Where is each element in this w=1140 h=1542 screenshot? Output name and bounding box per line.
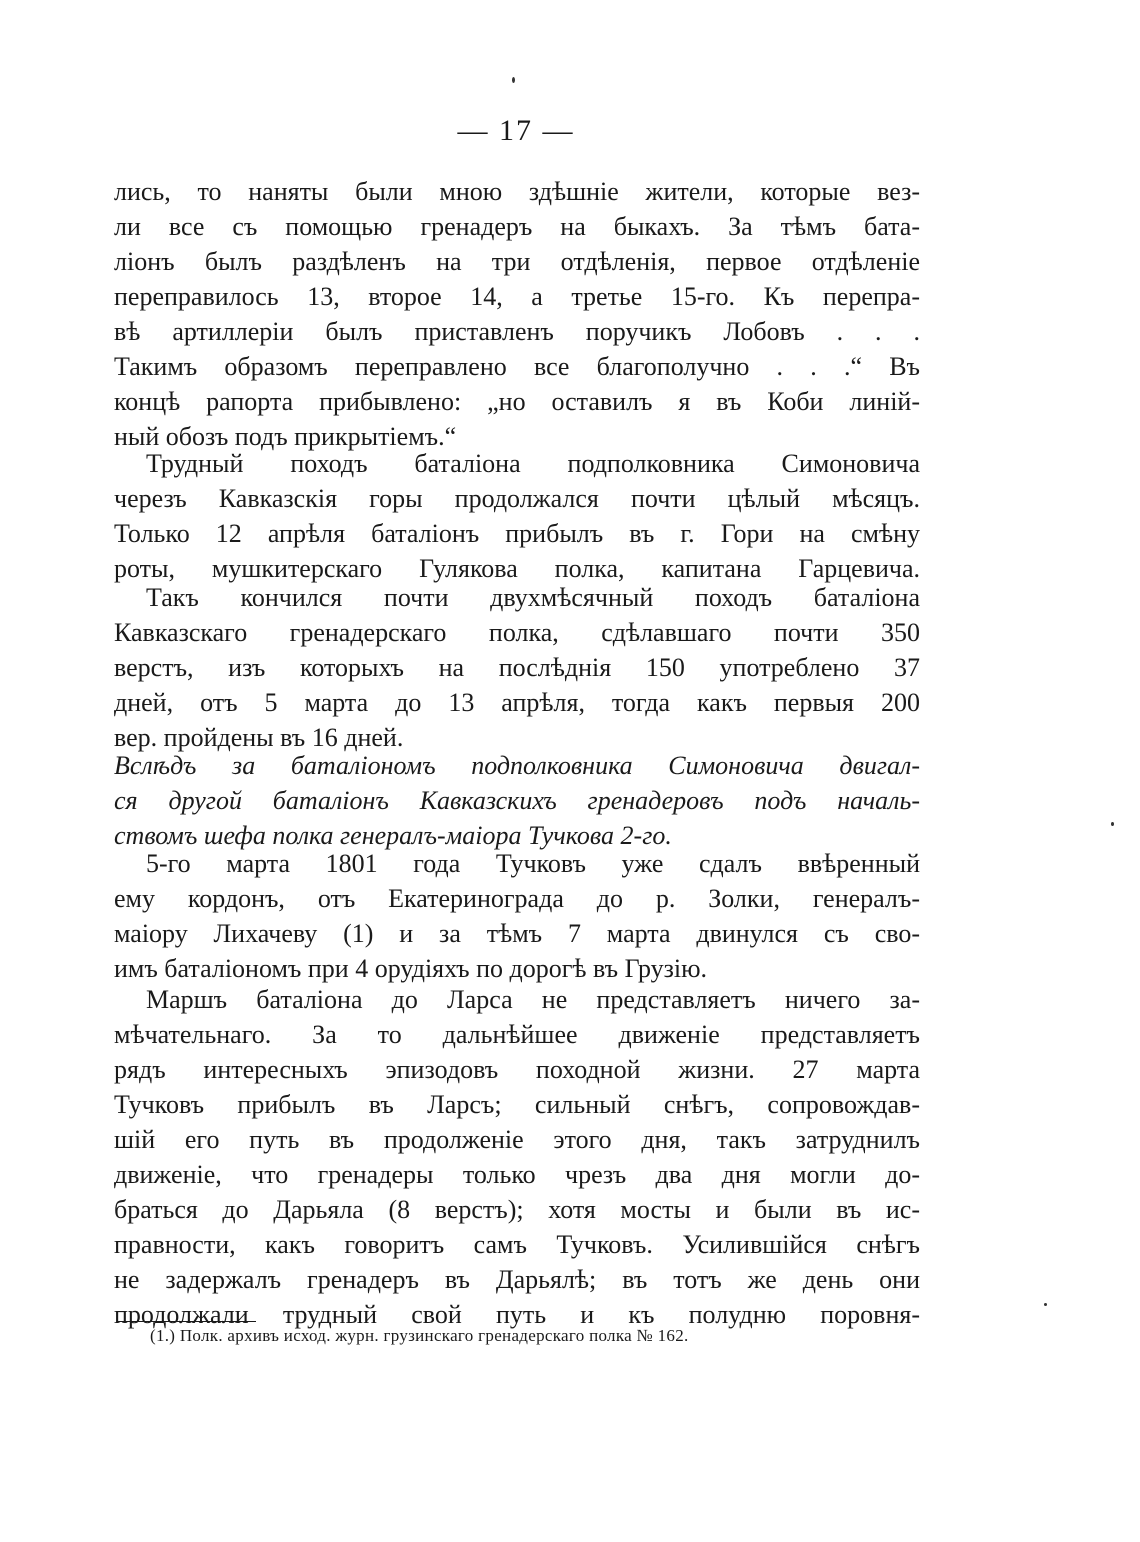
text-line: не задержалъ гренадеръ въ Дарьялѣ; въ тотъ же день они bbox=[114, 1265, 920, 1294]
print-speck bbox=[1044, 1303, 1047, 1306]
text-line: ліонъ былъ раздѣленъ на три отдѣленія, первое отдѣленіе bbox=[114, 247, 920, 276]
text-line: ся другой баталіонъ Кавказскихъ гренадеровъ подъ началь- bbox=[114, 786, 920, 815]
text-line: вѣ артиллеріи былъ приставленъ поручикъ Лобовъ . . . bbox=[114, 317, 920, 346]
text-line: браться до Дарьяла (8 верстъ); хотя мосты и были въ ис- bbox=[114, 1195, 920, 1224]
text-line: переправилось 13, второе 14, а третье 15-го. Къ перепра- bbox=[114, 282, 920, 311]
text-line: роты, мушкитерскаго Гулякова полка, капитана Гарцевича. bbox=[114, 554, 920, 583]
text-line: Только 12 апрѣля баталіонъ прибылъ въ г. Гори на смѣну bbox=[114, 519, 920, 548]
text-line: маіору Лихачеву (1) и за тѣмъ 7 марта двинулся съ сво- bbox=[114, 919, 920, 948]
text-line: имъ баталіономъ при 4 орудіяхъ по дорогѣ въ Грузію. bbox=[114, 954, 708, 983]
text-line: ствомъ шефа полка генералъ-маіора Тучкова 2-го. bbox=[114, 821, 672, 850]
text-line: черезъ Кавказскія горы продолжался почти цѣлый мѣсяцъ. bbox=[114, 484, 920, 513]
text-line: Трудный походъ баталіона подполковника Симоновича bbox=[146, 449, 920, 478]
text-line: движеніе, что гренадеры только чрезъ два дня могли до- bbox=[114, 1160, 920, 1189]
text-line: дней, отъ 5 марта до 13 апрѣля, тогда какъ первыя 200 bbox=[114, 688, 920, 717]
text-line: мѣчательнаго. За то дальнѣйшее движеніе представляетъ bbox=[114, 1020, 920, 1049]
text-line: Кавказскаго гренадерскаго полка, сдѣлавшаго почти 350 bbox=[114, 618, 920, 647]
text-line: ему кордонъ, отъ Екатеринограда до р. Золки, генералъ- bbox=[114, 884, 920, 913]
text-line: Тучковъ прибылъ въ Ларсъ; сильный снѣгъ, сопровождав- bbox=[114, 1090, 920, 1119]
paragraph-2 bbox=[114, 446, 920, 586]
text-line: шій его путь въ продолженіе этого дня, такъ затруднилъ bbox=[114, 1125, 920, 1154]
text-line: продолжали трудный свой путь и къ полудню поровня- bbox=[114, 1300, 920, 1329]
text-line: правности, какъ говоритъ самъ Тучковъ. Усилившійся снѣгъ bbox=[114, 1230, 920, 1259]
text-line: Такъ кончился почти двухмѣсячный походъ баталіона bbox=[146, 583, 920, 612]
print-speck bbox=[512, 77, 515, 83]
footnote-divider bbox=[118, 1321, 256, 1322]
paragraph-1 bbox=[114, 174, 920, 454]
text-line: верстъ, изъ которыхъ на послѣднія 150 употреблено 37 bbox=[114, 653, 920, 682]
text-line: 5-го марта 1801 года Тучковъ уже сдалъ ввѣренный bbox=[146, 849, 920, 878]
text-line: ный обозъ подъ прикрытіемъ.“ bbox=[114, 422, 457, 451]
text-line: концѣ рапорта прибывлено: „но оставилъ я въ Коби линій- bbox=[114, 387, 920, 416]
text-line: рядъ интересныхъ эпизодовъ походной жизни. 27 марта bbox=[114, 1055, 920, 1084]
paragraph-4-italic bbox=[114, 748, 920, 853]
text-line: лись, то наняты были мною здѣшніе жители, которые вез- bbox=[114, 177, 920, 206]
text-line: Маршъ баталіона до Ларса не представляетъ ничего за- bbox=[146, 985, 920, 1014]
paragraph-5 bbox=[114, 846, 920, 986]
print-speck bbox=[1111, 822, 1114, 826]
footnote: (1.) Полк. архивъ исход. журн. грузинскаго гренадерскаго полка № 162. bbox=[150, 1326, 689, 1345]
paragraph-3 bbox=[114, 580, 920, 755]
text-line: вер. пройдены въ 16 дней. bbox=[114, 723, 404, 752]
text-line: Вслѣдъ за баталіономъ подполковника Симоновича двигал- bbox=[114, 751, 920, 780]
paragraph-6 bbox=[114, 982, 920, 1332]
page-number: — 17 — bbox=[457, 114, 575, 147]
text-line: Такимъ образомъ переправлено все благополучно . . .“ Въ bbox=[114, 352, 920, 381]
text-line: ли все съ помощью гренадеръ на быкахъ. За тѣмъ бата- bbox=[114, 212, 920, 241]
